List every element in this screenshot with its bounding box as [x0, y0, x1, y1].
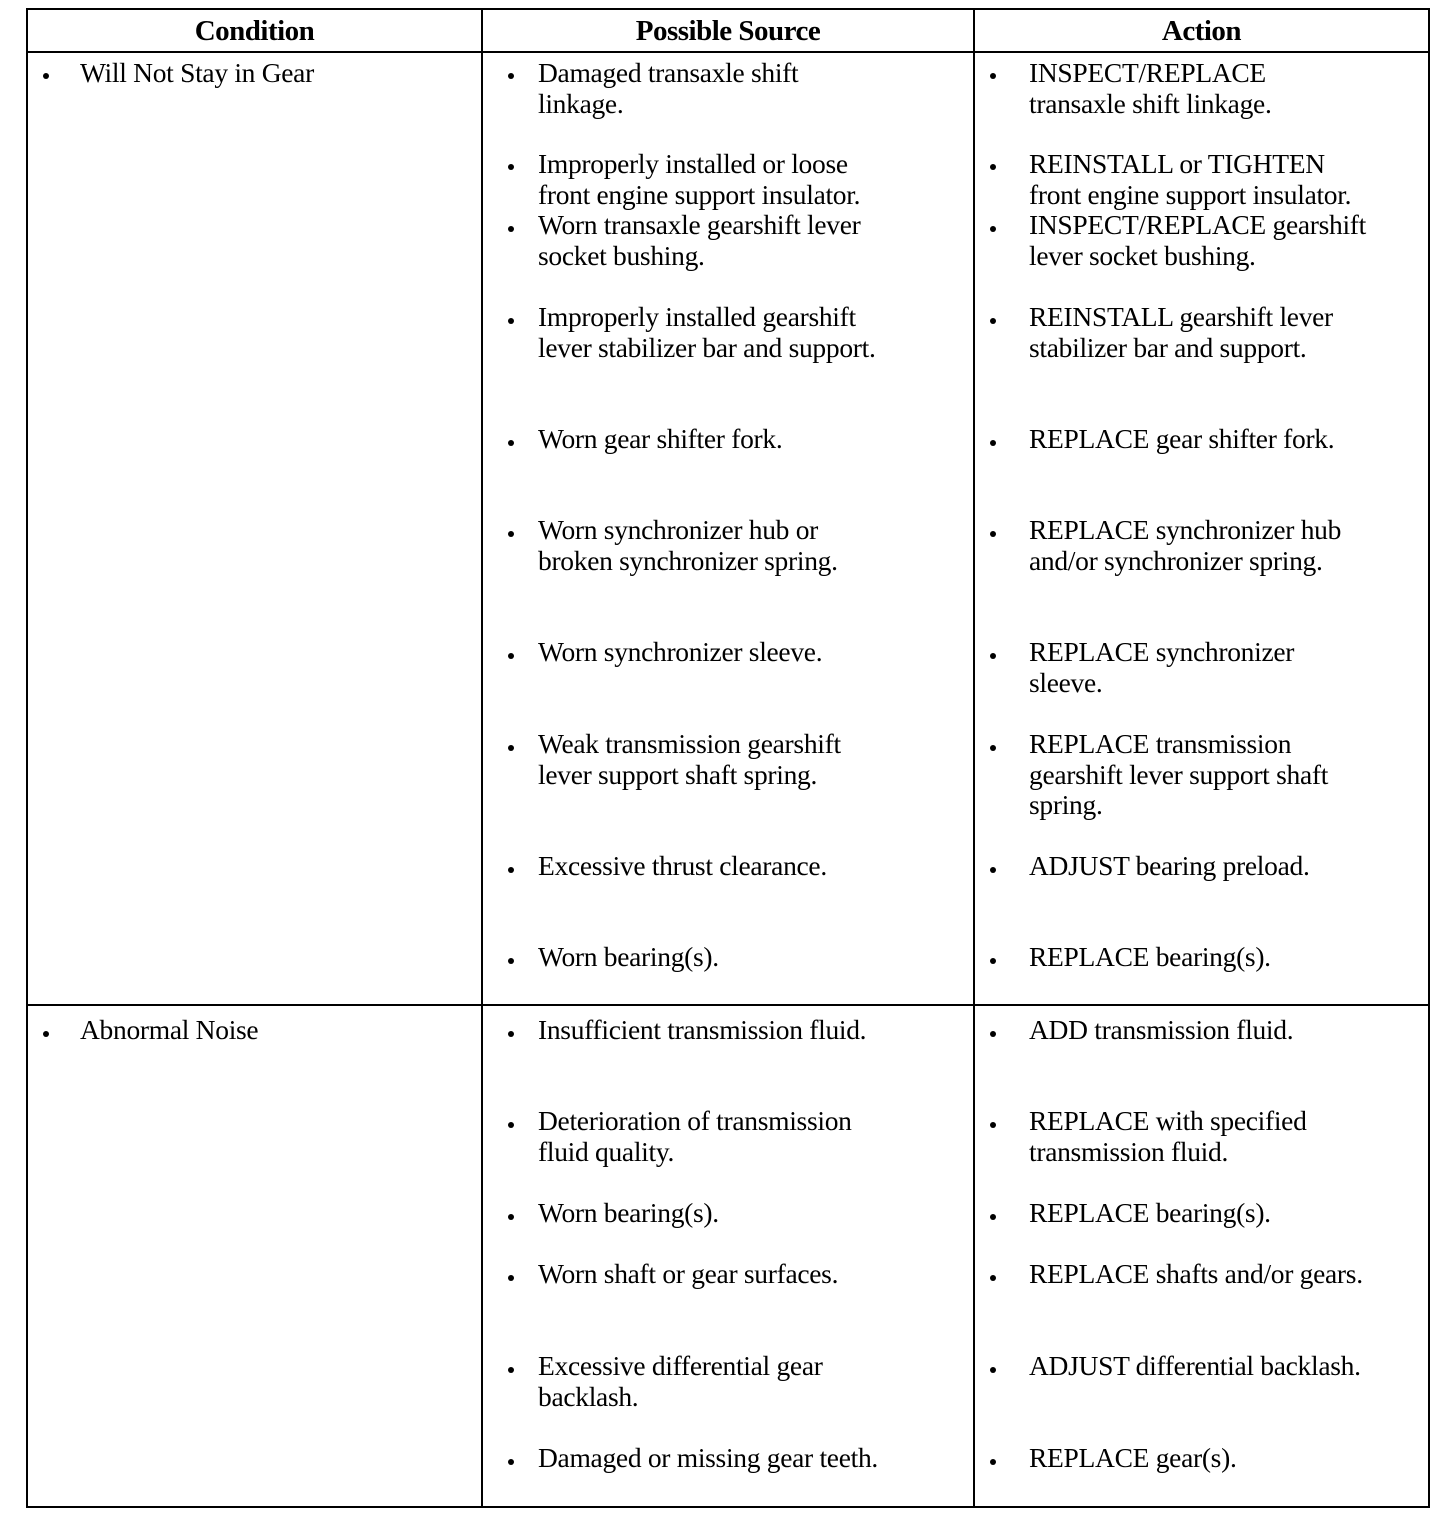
bullet-icon	[508, 226, 514, 232]
action-cell	[1029, 58, 1429, 119]
action-cell	[1029, 729, 1429, 821]
action-text: REPLACE bearing(s).	[1029, 1197, 1271, 1228]
action-cell	[1029, 1015, 1429, 1046]
bullet-icon	[508, 1122, 514, 1128]
action-cell	[1029, 149, 1429, 210]
action-cell	[1029, 1259, 1429, 1290]
bullet-icon	[508, 1275, 514, 1281]
condition-label: Abnormal Noise	[80, 1014, 259, 1045]
condition-abnormal-noise	[80, 1015, 460, 1046]
bullet-icon	[508, 318, 514, 324]
source-text: Worn bearing(s).	[538, 1197, 719, 1228]
bullet-icon	[990, 1275, 996, 1281]
action-cell	[1029, 1106, 1429, 1167]
action-cell	[1029, 1198, 1429, 1229]
action-cell	[1029, 851, 1429, 882]
source-text: Excessive thrust clearance.	[538, 850, 827, 881]
bullet-icon	[508, 958, 514, 964]
source-cell	[538, 1351, 958, 1412]
bullet-icon	[990, 1031, 996, 1037]
bullet-icon	[990, 1122, 996, 1128]
source-cell	[538, 302, 958, 363]
bullet-icon	[990, 226, 996, 232]
bullet-icon	[508, 867, 514, 873]
action-text: INSPECT/REPLACE transaxle shift linkage.	[1029, 57, 1272, 119]
action-text: ADJUST differential backlash.	[1029, 1350, 1361, 1381]
bullet-icon	[508, 745, 514, 751]
group-divider	[26, 1004, 1430, 1006]
source-cell	[538, 1106, 958, 1167]
action-text: REPLACE bearing(s).	[1029, 941, 1271, 972]
source-text: Worn bearing(s).	[538, 941, 719, 972]
bullet-icon	[990, 867, 996, 873]
source-cell	[538, 1443, 958, 1474]
action-text: REPLACE with specified transmission fluid.	[1029, 1105, 1307, 1167]
source-cell	[538, 210, 958, 271]
action-cell	[1029, 1351, 1429, 1382]
action-cell	[1029, 1443, 1429, 1474]
source-cell	[538, 1015, 958, 1046]
action-text: REPLACE transmission gearshift lever support shaft spring.	[1029, 728, 1329, 820]
bullet-icon	[508, 1031, 514, 1037]
condition-will-not-stay-in-gear	[80, 58, 460, 89]
bullet-icon	[990, 745, 996, 751]
action-text: REINSTALL or TIGHTEN front engine support insulator.	[1029, 148, 1352, 210]
bullet-icon	[508, 440, 514, 446]
bullet-icon	[508, 531, 514, 537]
bullet-icon	[990, 440, 996, 446]
action-cell	[1029, 302, 1429, 363]
bullet-icon	[990, 1459, 996, 1465]
source-text: Improperly installed or loose front engine support insulator.	[538, 148, 861, 210]
action-cell	[1029, 515, 1429, 576]
source-cell	[538, 1198, 958, 1229]
bullet-icon	[990, 531, 996, 537]
bullet-icon	[508, 1459, 514, 1465]
source-text: Damaged transaxle shift linkage.	[538, 57, 799, 119]
source-text: Worn synchronizer hub or broken synchronizer spring.	[538, 514, 838, 576]
header-possible-source: Possible Source	[635, 15, 821, 47]
source-cell	[538, 149, 958, 210]
bullet-icon	[43, 1031, 49, 1037]
header-condition: Condition	[194, 15, 315, 47]
bullet-icon	[990, 73, 996, 79]
bullet-icon	[990, 318, 996, 324]
bullet-icon	[990, 1214, 996, 1220]
bullet-icon	[508, 1367, 514, 1373]
action-cell	[1029, 637, 1429, 698]
condition-label: Will Not Stay in Gear	[80, 57, 314, 88]
source-cell	[538, 424, 958, 455]
source-text: Insufficient transmission fluid.	[538, 1014, 867, 1045]
source-cell	[538, 58, 958, 119]
source-cell	[538, 637, 958, 668]
bullet-icon	[990, 653, 996, 659]
source-text: Worn gear shifter fork.	[538, 423, 783, 454]
action-text: REPLACE gear(s).	[1029, 1442, 1237, 1473]
bullet-icon	[508, 653, 514, 659]
bullet-icon	[990, 1367, 996, 1373]
action-cell	[1029, 942, 1429, 973]
action-text: ADJUST bearing preload.	[1029, 850, 1310, 881]
source-text: Weak transmission gearshift lever support shaft spring.	[538, 728, 841, 790]
source-cell	[538, 729, 958, 790]
action-cell	[1029, 210, 1429, 271]
source-text: Damaged or missing gear teeth.	[538, 1442, 878, 1473]
header-action: Action	[1161, 15, 1242, 47]
action-text: REPLACE gear shifter fork.	[1029, 423, 1335, 454]
bullet-icon	[508, 73, 514, 79]
action-text: REPLACE synchronizer sleeve.	[1029, 636, 1295, 698]
bullet-icon	[508, 1214, 514, 1220]
bullet-icon	[990, 164, 996, 170]
source-cell	[538, 942, 958, 973]
source-text: Worn shaft or gear surfaces.	[538, 1258, 839, 1289]
action-text: REPLACE synchronizer hub and/or synchronizer spring.	[1029, 514, 1342, 576]
action-text: ADD transmission fluid.	[1029, 1014, 1294, 1045]
source-cell	[538, 851, 958, 882]
action-text: REINSTALL gearshift lever stabilizer bar and support.	[1029, 301, 1333, 363]
source-text: Improperly installed gearshift lever stabilizer bar and support.	[538, 301, 876, 363]
source-cell	[538, 1259, 958, 1290]
action-cell	[1029, 424, 1429, 455]
bullet-icon	[990, 958, 996, 964]
source-text: Deterioration of transmission fluid quality.	[538, 1105, 852, 1167]
action-text: REPLACE shafts and/or gears.	[1029, 1258, 1363, 1289]
source-text: Worn transaxle gearshift lever socket bushing.	[538, 209, 861, 271]
column-divider-2	[973, 8, 975, 1508]
bullet-icon	[508, 164, 514, 170]
action-text: INSPECT/REPLACE gearshift lever socket bushing.	[1029, 209, 1367, 271]
source-text: Excessive differential gear backlash.	[538, 1350, 823, 1412]
source-cell	[538, 515, 958, 576]
bullet-icon	[43, 73, 49, 79]
column-divider-1	[481, 8, 483, 1508]
source-text: Worn synchronizer sleeve.	[538, 636, 823, 667]
